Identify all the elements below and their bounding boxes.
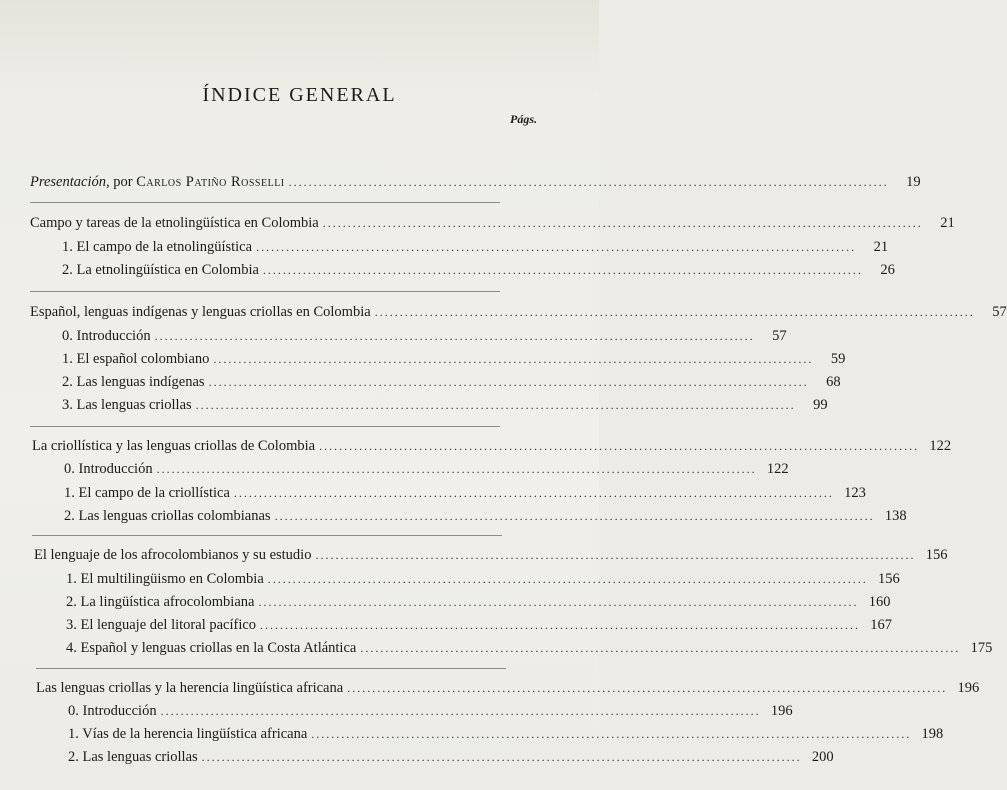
dot-leader: ........................................................................................................................ [233, 486, 834, 500]
toc-page-number: 123 [844, 485, 866, 501]
dot-leader: ........................................................................................................................ [322, 216, 923, 230]
dot-leader: ........................................................................................................................ [195, 398, 796, 412]
toc-page-number: 122 [929, 438, 952, 454]
dot-leader: ........................................................................................................................ [262, 263, 863, 277]
dot-leader: ........................................................................................................................ [360, 641, 961, 655]
toc-page-number: 21 [940, 215, 955, 231]
section-divider [32, 535, 502, 536]
dot-leader: ........................................................................................................................ [319, 439, 920, 453]
toc-page-number: 59 [830, 351, 846, 367]
toc-page-number: 160 [868, 594, 891, 610]
dot-leader: ........................................................................................................................ [315, 548, 916, 562]
toc-page-number: 122 [766, 461, 789, 477]
section-divider [30, 291, 500, 292]
toc-page-number: 138 [884, 508, 907, 524]
toc-section-title: Español, lenguas indígenas y lenguas criollas en Colombia [30, 304, 371, 320]
toc-subentry[interactable]: 1. El campo de la etnolingüística ........................................................................................................................ 21 [62, 239, 889, 255]
toc-section[interactable] [34, 545, 948, 565]
toc-subentry[interactable]: 1. El campo de la criollística ........................................................................................................................ 123 [64, 485, 866, 501]
toc-section[interactable] [30, 302, 1007, 322]
toc-subentry[interactable]: 2. Las lenguas criollas ........................................................................................................................ 200 [68, 749, 834, 765]
toc-section[interactable] [30, 213, 955, 233]
dot-leader: ........................................................................................................................ [208, 375, 809, 389]
toc-section-title: El lenguaje de los afrocolombianos y su estudio [34, 547, 312, 563]
toc-page-number: 200 [811, 749, 834, 765]
toc-subentry[interactable]: 3. El lenguaje del litoral pacífico ........................................................................................................................ 167 [66, 617, 893, 633]
toc-subentry[interactable]: 0. Introducción ........................................................................................................................ 196 [68, 703, 793, 719]
toc-subentry[interactable]: 0. Introducción ........................................................................................................................ 57 [62, 328, 787, 344]
toc-page-number: 156 [878, 571, 900, 587]
dot-leader: ........................................................................................................................ [374, 305, 975, 319]
toc-section-title: Campo y tareas de la etnolingüística en Colombia [30, 215, 319, 231]
toc-page-number: 57 [992, 304, 1007, 320]
dot-leader: ........................................................................................................................ [213, 352, 814, 366]
dot-leader: ........................................................................................................................ [311, 727, 912, 741]
dot-leader: ........................................................................................................................ [274, 509, 875, 523]
dot-leader: ........................................................................................................................ [258, 595, 859, 609]
toc-subentry[interactable]: 1. Vías de la herencia lingüística africana ........................................................................................................................ 198 [68, 726, 944, 742]
dot-leader: ........................................................................................................................ [256, 240, 857, 254]
page-title: ÍNDICE GENERAL [202, 84, 397, 106]
section-divider [36, 668, 506, 669]
dot-leader: ........................................................................................................................ [260, 618, 861, 632]
toc-subentry[interactable]: 1. El multilingüismo en Colombia ........................................................................................................................ 156 [66, 571, 900, 587]
toc-entry-presentation[interactable] [30, 172, 921, 192]
dot-leader: ........................................................................................................................ [347, 681, 948, 695]
toc-subentry[interactable]: 2. Las lenguas indígenas ........................................................................................................................ 68 [62, 374, 841, 390]
toc-subentry[interactable]: 2. La lingüística afrocolombiana ........................................................................................................................ 160 [66, 594, 891, 610]
toc-entry-label: Presentación, por Carlos Patiño Rosselli [30, 174, 285, 190]
toc-subentry[interactable]: 1. El español colombiano ........................................................................................................................ 59 [62, 351, 846, 367]
dot-leader: ........................................................................................................................ [267, 572, 868, 586]
toc-section[interactable] [36, 678, 980, 698]
toc-subentry[interactable]: 4. Español y lenguas criollas en la Costa Atlántica ........................................................................................................................ 175 [66, 640, 993, 656]
toc-section[interactable] [32, 436, 952, 456]
toc-section-title: Las lenguas criollas y la herencia lingüística africana [36, 680, 344, 696]
toc-page-number: 167 [870, 617, 893, 633]
dot-leader: ........................................................................................................................ [288, 175, 889, 189]
toc-page-number: 198 [921, 726, 944, 742]
toc-subentry[interactable]: 3. Las lenguas criollas ........................................................................................................................ 99 [62, 397, 828, 413]
toc-subentry[interactable]: 0. Introducción ........................................................................................................................ 122 [64, 461, 789, 477]
toc-page-number: 196 [770, 703, 793, 719]
toc-page-number: 68 [826, 374, 841, 390]
toc-page-number: 19 [906, 174, 921, 190]
toc-page-number: 156 [925, 547, 948, 563]
toc-section-title: La criollística y las lenguas criollas de Colombia [32, 438, 316, 454]
dot-leader: ........................................................................................................................ [156, 462, 757, 476]
toc-page-number: 196 [957, 680, 980, 696]
dot-leader: ........................................................................................................................ [160, 704, 761, 718]
section-divider [30, 426, 500, 427]
dot-leader: ........................................................................................................................ [154, 329, 755, 343]
toc-page-number: 99 [813, 397, 828, 413]
toc-subentry[interactable]: 2. La etnolingüística en Colombia ........................................................................................................................ 26 [62, 262, 895, 278]
toc-page-number: 57 [772, 328, 787, 344]
toc-subentry[interactable]: 2. Las lenguas criollas colombianas ........................................................................................................................ 138 [64, 508, 907, 524]
section-divider [30, 202, 500, 203]
dot-leader: ........................................................................................................................ [201, 750, 802, 764]
toc-page-number: 21 [873, 239, 889, 255]
pages-column-label: Págs. [510, 112, 537, 126]
toc-page-number: 175 [970, 640, 993, 656]
toc-page-number: 26 [880, 262, 895, 278]
